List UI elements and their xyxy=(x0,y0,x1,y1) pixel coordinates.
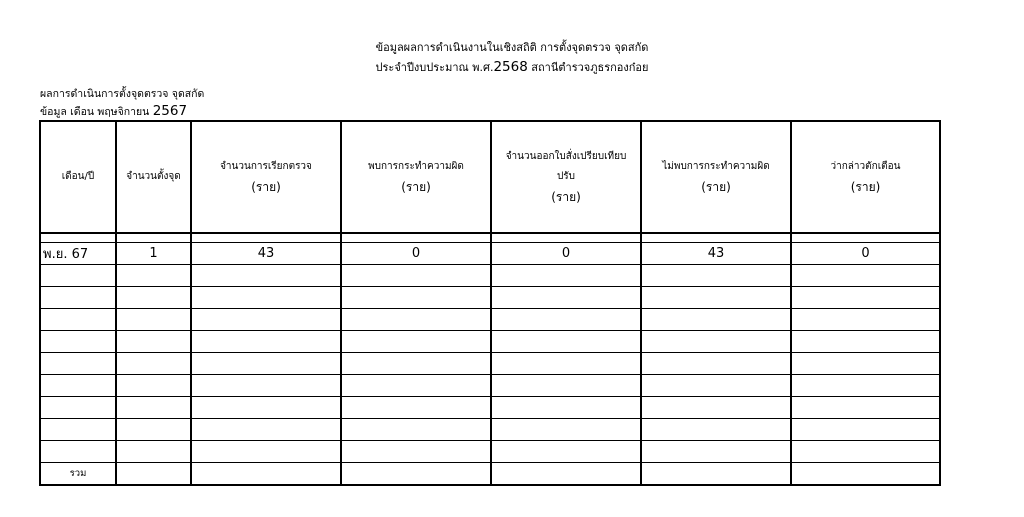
fiscal-year-value: 2568 xyxy=(493,59,528,75)
table-row xyxy=(40,243,940,265)
cell-checkpoint-count: 1 xyxy=(116,243,191,265)
report-title: ข้อมูลผลการดำเนินงานในเชิงสถิติ การตั้งจุดตรวจ จุดสกัด xyxy=(375,41,649,54)
table-row xyxy=(40,309,940,331)
month-prefix: ข้อมูล เดือน พฤษจิกายน xyxy=(40,106,153,118)
report-subtitle: ผลการดำเนินการตั้งจุดตรวจ จุดสกัด xyxy=(40,88,205,100)
table-row xyxy=(40,441,940,463)
checkpoint-stats-table xyxy=(39,120,941,486)
table-row xyxy=(40,331,940,353)
header-tickets-issued: จำนวนออกใบสั่งเปรียบเทียบ ปรับ (ราย) xyxy=(491,121,641,233)
table-header-row xyxy=(40,121,940,233)
report-month xyxy=(40,103,187,120)
month-year: 2567 xyxy=(152,103,188,119)
table-row xyxy=(40,265,940,287)
header-violations-found: พบการกระทำความผิด (ราย) xyxy=(341,121,491,233)
cell-no-violation: 43 xyxy=(641,243,791,265)
header-gap-row xyxy=(40,233,940,243)
cell-tickets-issued: 0 xyxy=(491,243,641,265)
header-month: เดือน/ปี xyxy=(40,121,116,233)
header-warnings: ว่ากล่าวตักเตือน (ราย) xyxy=(791,121,940,233)
header-inspections: จำนวนการเรียกตรวจ (ราย) xyxy=(191,121,341,233)
cell-month: พ.ย. 67 xyxy=(40,243,116,265)
fiscal-year-prefix: ประจำปีงบประมาณ พ.ศ. xyxy=(375,61,494,74)
cell-inspections: 43 xyxy=(191,243,341,265)
total-row xyxy=(40,463,940,486)
table-row xyxy=(40,353,940,375)
station-name: สถานีตำรวจภูธรกองก๋อย xyxy=(527,61,649,74)
table-row xyxy=(40,287,940,309)
cell-violations-found: 0 xyxy=(341,243,491,265)
cell-warnings: 0 xyxy=(791,243,940,265)
report-fiscal-year xyxy=(0,58,1024,76)
total-label: รวม xyxy=(40,463,116,486)
table-row xyxy=(40,375,940,397)
table-row xyxy=(40,397,940,419)
header-no-violation: ไม่พบการกระทำความผิด (ราย) xyxy=(641,121,791,233)
header-checkpoint-count: จำนวนตั้งจุด xyxy=(116,121,191,233)
table-row xyxy=(40,419,940,441)
